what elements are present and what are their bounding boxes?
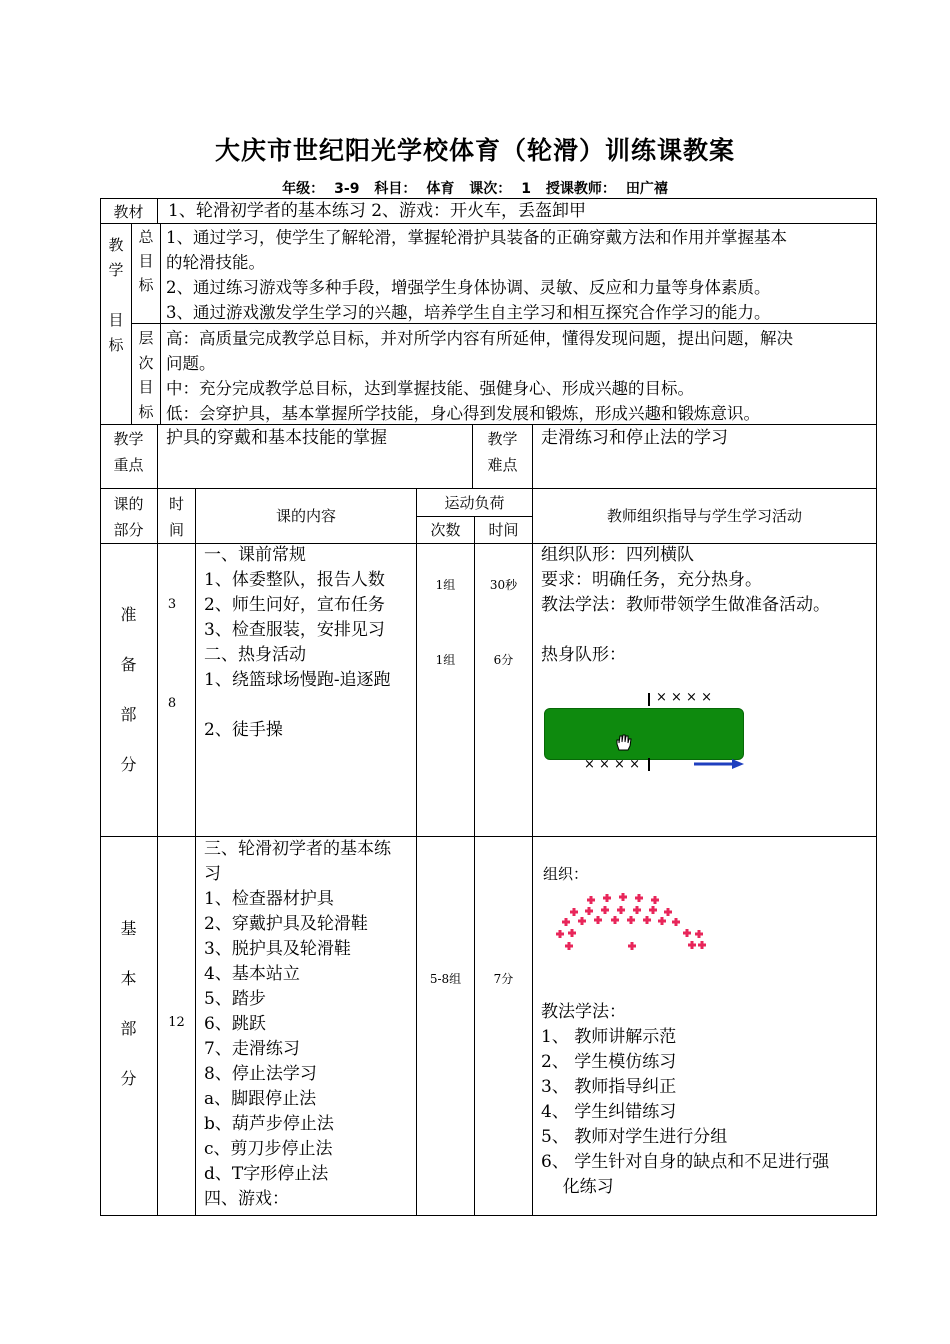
header-part: 课的 部分 xyxy=(113,495,144,539)
grade-label: 年级： xyxy=(282,181,325,197)
header-activity: 教师组织指导与学生学习活动 xyxy=(606,507,802,525)
teacher-value: 田广禧 xyxy=(625,181,668,197)
header-duration: 时间 xyxy=(488,521,519,539)
formation-diagram xyxy=(552,888,722,958)
organization-label: 组织： xyxy=(543,865,589,883)
formation-dot xyxy=(570,908,578,916)
basic-methods: 教法学法： 1、 教师讲解示范 2、 学生模仿练习 3、 教师指导纠正 4、 学生纠错练习 5、 教师对学生进行分组 6、 学生针对自身的缺点和不足进行强 化练习 xyxy=(541,1002,830,1197)
level-goals-label: 层 次 目 标 xyxy=(138,329,154,421)
formation-dot xyxy=(658,917,666,925)
prep-time-1: 3 xyxy=(167,597,177,612)
header-time: 时 间 xyxy=(168,495,184,539)
hand-icon xyxy=(614,733,634,751)
formation-dot xyxy=(619,893,627,901)
teacher-label: 授课教师： xyxy=(545,181,616,197)
basic-count: 5-8组 xyxy=(429,972,462,986)
warmup-row-top: × × × × xyxy=(656,690,712,705)
material-label: 教材 xyxy=(113,203,144,221)
prep-duration-1: 30秒 xyxy=(489,578,518,592)
difficulty-label: 教学 难点 xyxy=(487,430,518,474)
formation-dot xyxy=(578,917,586,925)
formation-dot xyxy=(695,930,703,938)
formation-dot xyxy=(627,916,635,924)
basic-content: 三、轮滑初学者的基本练 习 1、检查器材护具 2、穿戴护具及轮滑鞋 3、脱护具及轮滑鞋 4、基本站立 5、踏步 6、跳跃 7、走滑练习 8、停止法学习 a、脚跟停止法 b、葫芦步停止法 c、剪刀步停止法 d、T字形停止法 四、游戏： xyxy=(204,839,391,1209)
level-goals: 高：高质量完成教学总目标，并对所学内容有所延伸，懂得发现问题，提出问题，解决 问题。 中：充分完成教学总目标，达到掌握技能、强健身心、形成兴趣的目标。 低：会穿护具，基本掌握所学技能，身心得到发展和锻炼，形成兴趣和锻炼意识。 xyxy=(166,329,793,423)
formation-dot xyxy=(585,907,593,915)
warmup-marker-top xyxy=(648,693,650,706)
formation-dot xyxy=(587,896,595,904)
prep-time-2: 8 xyxy=(167,696,177,711)
formation-dot xyxy=(672,918,680,926)
direction-arrow-icon xyxy=(694,758,746,770)
basic-time: 12 xyxy=(168,1015,185,1030)
overall-goals-label: 总 目 标 xyxy=(138,228,154,294)
prep-content: 一、课前常规 1、体委整队，报告人数 2、师生问好，宣布任务 3、检查服装，安排见习 二、热身活动 1、绕篮球场慢跑-追逐跑 2、徒手操 xyxy=(204,545,391,740)
warmup-row-bottom: × × × × xyxy=(584,757,640,772)
subject-label: 科目： xyxy=(374,181,417,197)
prep-activity: 组织队形：四列横队 要求：明确任务，充分热身。 教法学法：教师带领学生做准备活动。 热身队形： xyxy=(541,545,830,665)
formation-dot xyxy=(565,942,573,950)
formation-dot xyxy=(649,906,657,914)
formation-dot xyxy=(635,894,643,902)
goals-label: 教 学 目 标 xyxy=(108,236,124,354)
prep-count-1: 1组 xyxy=(435,578,456,592)
overall-goals: 1、通过学习，使学生了解轮滑，掌握轮滑护具装备的正确穿戴方法和作用并掌握基本 的轮滑技能。 2、通过练习游戏等多种手段，增强学生身体协调、灵敏、反应和力量等身体素质。 3、通过游戏激发学生学习的兴趣，培养学生自主学习和相互探究合作学习的能力。 xyxy=(166,228,787,322)
key-point: 护具的穿戴和基本技能的掌握 xyxy=(166,428,387,448)
formation-dot xyxy=(683,929,691,937)
page-title: 大庆市世纪阳光学校体育（轮滑）训练课教案 xyxy=(214,136,735,165)
prep-part-label: 准 备 部 分 xyxy=(120,605,137,774)
basic-duration: 7分 xyxy=(493,972,514,986)
lesson-label: 课次： xyxy=(469,181,512,197)
key-point-label: 教学 重点 xyxy=(113,430,144,474)
warmup-marker-bottom xyxy=(648,758,650,771)
formation-dot xyxy=(594,916,602,924)
formation-dot xyxy=(603,894,611,902)
lesson-meta xyxy=(0,178,950,198)
header-load: 运动负荷 xyxy=(444,494,505,512)
lesson-value: 1 xyxy=(521,181,531,197)
header-count: 次数 xyxy=(430,521,461,539)
subject-value: 体育 xyxy=(426,181,455,197)
formation-dot xyxy=(698,941,706,949)
basic-part-label: 基 本 部 分 xyxy=(120,919,137,1088)
formation-dot xyxy=(628,942,636,950)
prep-count-2: 1组 xyxy=(435,653,456,667)
formation-dot xyxy=(664,908,672,916)
basketball-court xyxy=(544,708,744,760)
formation-dot xyxy=(568,929,576,937)
formation-dot xyxy=(601,906,609,914)
formation-dot xyxy=(562,918,570,926)
formation-dot xyxy=(651,896,659,904)
formation-dot xyxy=(643,916,651,924)
formation-dot xyxy=(688,941,696,949)
grade-value: 3-9 xyxy=(334,181,360,197)
formation-dot xyxy=(617,906,625,914)
difficulty: 走滑练习和停止法的学习 xyxy=(541,428,728,448)
formation-dot xyxy=(633,906,641,914)
material-content: 1、轮滑初学者的基本练习 2、游戏：开火车，丢盔卸甲 xyxy=(168,201,587,221)
header-content: 课的内容 xyxy=(275,507,336,525)
formation-dot xyxy=(556,930,564,938)
formation-dot xyxy=(611,916,619,924)
prep-duration-2: 6分 xyxy=(493,653,514,667)
